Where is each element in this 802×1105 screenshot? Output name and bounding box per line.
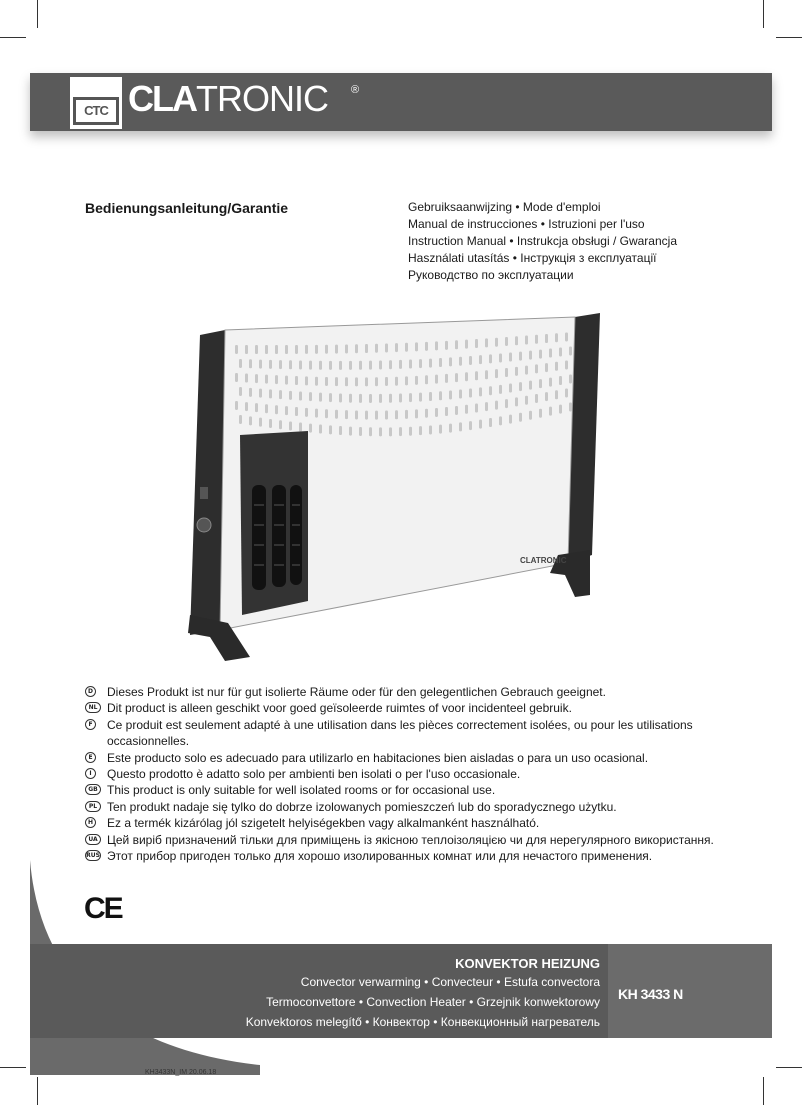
- vent-slot: [239, 387, 242, 396]
- registered-mark: ®: [351, 84, 360, 96]
- country-code-badge: NL: [85, 702, 101, 713]
- vent-slot: [355, 344, 358, 353]
- vent-slot: [305, 408, 308, 417]
- vent-slot: [349, 427, 352, 436]
- vent-slot: [269, 419, 272, 428]
- vent-slot: [385, 377, 388, 386]
- vent-slot: [389, 360, 392, 369]
- vent-slot: [455, 406, 458, 415]
- vent-slot: [335, 345, 338, 354]
- vent-slot: [375, 377, 378, 386]
- vent-slot: [329, 393, 332, 402]
- vent-slot: [399, 394, 402, 403]
- vent-slot: [349, 361, 352, 370]
- vent-slot: [375, 411, 378, 420]
- heater-illustration: [180, 305, 600, 675]
- vent-slot: [325, 409, 328, 418]
- crop-mark: [37, 0, 38, 28]
- vent-slot: [445, 341, 448, 350]
- language-line: Manual de instrucciones • Istruzioni per l'uso: [408, 217, 645, 231]
- vent-slot: [505, 368, 508, 377]
- vent-slot: [235, 345, 238, 354]
- vent-slot: [319, 361, 322, 370]
- vent-slot: [429, 425, 432, 434]
- vent-slot: [249, 416, 252, 425]
- vent-slot: [555, 333, 558, 342]
- clatronic-logo: [128, 78, 328, 120]
- vent-slot: [259, 418, 262, 427]
- footer-line: Convector verwarming • Convecteur • Estufa convectora: [300, 975, 600, 989]
- vent-slot: [315, 345, 318, 354]
- language-list: [408, 199, 677, 284]
- vent-slot: [469, 421, 472, 430]
- crop-mark: [763, 0, 764, 28]
- switch: [200, 487, 208, 499]
- notice-list: [85, 684, 725, 864]
- vent-slot: [515, 367, 518, 376]
- vent-slot: [529, 411, 532, 420]
- crop-mark: [776, 37, 802, 38]
- vent-slot: [335, 410, 338, 419]
- heater-logo: CLATRONIC: [520, 556, 567, 565]
- vent-slot: [469, 389, 472, 398]
- vent-slot: [459, 422, 462, 431]
- vent-slot: [439, 391, 442, 400]
- vent-slot: [325, 345, 328, 354]
- vent-slot: [275, 405, 278, 414]
- vent-slot: [565, 332, 568, 341]
- vent-slot: [415, 342, 418, 351]
- vent-slot: [285, 406, 288, 415]
- vent-slot: [369, 394, 372, 403]
- heater-left-panel: [190, 330, 225, 635]
- vent-slot: [345, 410, 348, 419]
- vent-slot: [309, 361, 312, 370]
- vent-slot: [415, 409, 418, 418]
- country-code-badge: F: [85, 719, 96, 730]
- vent-slot: [275, 345, 278, 354]
- vent-slot: [319, 425, 322, 434]
- vent-slot: [239, 359, 242, 368]
- vent-slot: [559, 376, 562, 385]
- country-code-badge: RUS: [86, 852, 100, 860]
- vent-slot: [355, 377, 358, 386]
- vent-slot: [529, 351, 532, 360]
- country-code-badge: H: [85, 817, 96, 828]
- country-code-badge: D: [85, 686, 96, 697]
- vent-slot: [419, 359, 422, 368]
- vent-slot: [275, 375, 278, 384]
- vent-slot: [489, 386, 492, 395]
- notice-text: Цей виріб призначений тільки для приміщень із якісною теплоізоляцією чи для нерегулярного використання.: [107, 832, 714, 847]
- vent-slot: [329, 361, 332, 370]
- vent-slot: [359, 427, 362, 436]
- country-code-badge: UA: [85, 834, 101, 845]
- vent-slot: [319, 393, 322, 402]
- vent-slot: [375, 344, 378, 353]
- fan-grille-slot: [252, 485, 266, 590]
- notice-text: Dieses Produkt ist nur für gut isolierte Räume oder für den gelegentlichen Gebrauch geeignet.: [107, 685, 606, 699]
- vent-slot: [315, 377, 318, 386]
- vent-slot: [339, 393, 342, 402]
- vent-slot: [549, 407, 552, 416]
- vent-slot: [535, 364, 538, 373]
- vent-slot: [345, 344, 348, 353]
- vent-slot: [385, 343, 388, 352]
- vent-slot: [455, 340, 458, 349]
- vent-slot: [335, 377, 338, 386]
- vent-slot: [545, 363, 548, 372]
- vent-slot: [539, 379, 542, 388]
- fan-grille-slot: [290, 485, 302, 585]
- vent-slot: [339, 361, 342, 370]
- vent-slot: [465, 405, 468, 414]
- vent-slot: [289, 360, 292, 369]
- vent-slot: [339, 426, 342, 435]
- vent-slot: [465, 340, 468, 349]
- vent-slot: [485, 370, 488, 379]
- vent-slot: [469, 356, 472, 365]
- vent-slot: [475, 404, 478, 413]
- vent-slot: [445, 407, 448, 416]
- vent-slot: [295, 345, 298, 354]
- vent-slot: [395, 377, 398, 386]
- vent-slot: [249, 388, 252, 397]
- print-code: KH3433N_IM 20.06.18: [145, 1069, 217, 1076]
- vent-slot: [429, 392, 432, 401]
- notice-item: [85, 815, 725, 831]
- vent-slot: [405, 376, 408, 385]
- vent-slot: [545, 392, 548, 401]
- vent-slot: [315, 409, 318, 418]
- vent-slot: [465, 372, 468, 381]
- vent-slot: [445, 374, 448, 383]
- vent-slot: [555, 362, 558, 371]
- vent-slot: [515, 397, 518, 406]
- vent-slot: [449, 357, 452, 366]
- vent-slot: [499, 416, 502, 425]
- notice-item: [85, 717, 725, 750]
- vent-slot: [409, 360, 412, 369]
- crop-mark: [776, 1067, 802, 1068]
- vent-slot: [505, 337, 508, 346]
- vent-slot: [559, 405, 562, 414]
- vent-slot: [509, 415, 512, 424]
- country-code-badge: I: [85, 768, 96, 779]
- ctc-logo: CTC: [73, 97, 119, 125]
- vent-slot: [345, 377, 348, 386]
- vent-slot: [439, 358, 442, 367]
- vent-slot: [265, 404, 268, 413]
- vent-slot: [565, 360, 568, 369]
- vent-slot: [409, 427, 412, 436]
- vent-slot: [235, 401, 238, 410]
- vent-slot: [435, 341, 438, 350]
- vent-slot: [255, 345, 258, 354]
- notice-item: [85, 766, 725, 782]
- notice-text: Ez a termék kizárólag jól szigetelt helyiségekben vagy alkalmanként használható.: [107, 816, 540, 831]
- vent-slot: [555, 390, 558, 399]
- vent-slot: [385, 411, 388, 420]
- vent-slot: [475, 339, 478, 348]
- vent-slot: [519, 413, 522, 422]
- vent-slot: [369, 361, 372, 370]
- footer-line: Termoconvettore • Convection Heater • Grzejnik konwektorowy: [266, 995, 600, 1009]
- language-line: Instruction Manual • Instrukcja obsługi / Gwarancja: [408, 234, 677, 248]
- notice-text: Dit product is alleen geschikt voor goed geïsoleerde ruimtes of voor incidenteel gebruik.: [107, 701, 572, 716]
- notice-text: Этот прибор пригоден только для хорошо изолированных комнат или для нечастого применения.: [107, 849, 653, 864]
- logo-bold-part: CLA: [128, 78, 196, 119]
- notice-item: [85, 832, 725, 848]
- notice-text: Ten produkt nadaje się tylko do dobrze izolowanych pomieszczeń lub do sporadycznego użytku.: [107, 799, 617, 814]
- vent-slot: [459, 357, 462, 366]
- vent-slot: [405, 410, 408, 419]
- vent-slot: [285, 376, 288, 385]
- vent-slot: [425, 409, 428, 418]
- notice-text: This product is only suitable for well isolated rooms or for occasional use.: [107, 783, 496, 798]
- vent-slot: [309, 424, 312, 433]
- crop-mark: [763, 1077, 764, 1105]
- notice-item: [85, 684, 725, 700]
- language-line: Gebruiksaanwijzing • Mode d'emploi: [408, 200, 601, 214]
- vent-slot: [495, 401, 498, 410]
- vent-slot: [365, 411, 368, 420]
- vent-slot: [489, 418, 492, 427]
- vent-slot: [485, 338, 488, 347]
- notice-text: Questo prodotto è adatto solo per ambienti ben isolati o per l'uso occasionale.: [107, 767, 521, 782]
- footer-line: Konvektoros melegítő • Конвектор • Конвекционный нагреватель: [245, 1015, 600, 1029]
- vent-slot: [495, 369, 498, 378]
- vent-slot: [539, 350, 542, 359]
- vent-slot: [279, 360, 282, 369]
- vent-slot: [569, 346, 572, 355]
- vent-slot: [525, 396, 528, 405]
- vent-slot: [549, 378, 552, 387]
- vent-slot: [259, 360, 262, 369]
- vent-slot: [249, 359, 252, 368]
- vent-slot: [299, 423, 302, 432]
- notice-item: [85, 750, 725, 766]
- notice-item: [85, 799, 725, 815]
- vent-slot: [355, 410, 358, 419]
- vent-slot: [535, 335, 538, 344]
- notice-item: [85, 700, 725, 716]
- language-line: Használati utasítás • Інструкція з експлуатації: [408, 251, 657, 265]
- vent-slot: [515, 336, 518, 345]
- vent-slot: [359, 361, 362, 370]
- vent-slot: [499, 353, 502, 362]
- vent-slot: [499, 385, 502, 394]
- vent-slot: [325, 377, 328, 386]
- vent-slot: [495, 338, 498, 347]
- vent-slot: [475, 371, 478, 380]
- vent-slot: [439, 425, 442, 434]
- vent-slot: [255, 403, 258, 412]
- vent-slot: [569, 402, 572, 411]
- vent-slot: [379, 360, 382, 369]
- vent-slot: [505, 399, 508, 408]
- vent-slot: [519, 382, 522, 391]
- vent-slot: [489, 354, 492, 363]
- vent-slot: [289, 421, 292, 430]
- country-code-badge: PL: [85, 801, 101, 812]
- vent-slot: [435, 408, 438, 417]
- vent-slot: [395, 410, 398, 419]
- vent-slot: [285, 345, 288, 354]
- vent-slot: [549, 349, 552, 358]
- vent-slot: [389, 394, 392, 403]
- logo-light-part: TRONIC: [196, 78, 328, 119]
- vent-slot: [255, 374, 258, 383]
- vent-slot: [539, 409, 542, 418]
- vent-slot: [329, 425, 332, 434]
- vent-slot: [485, 402, 488, 411]
- vent-slot: [235, 373, 238, 382]
- vent-slot: [245, 402, 248, 411]
- vent-slot: [259, 389, 262, 398]
- country-code-badge: GB: [85, 784, 101, 795]
- vent-slot: [309, 392, 312, 401]
- vent-slot: [429, 359, 432, 368]
- vent-slot: [559, 348, 562, 357]
- vent-slot: [349, 394, 352, 403]
- country-code-badge: E: [85, 752, 96, 763]
- vent-slot: [369, 427, 372, 436]
- vent-slot: [389, 427, 392, 436]
- vent-slot: [525, 366, 528, 375]
- vent-slot: [545, 334, 548, 343]
- vent-slot: [279, 390, 282, 399]
- language-line: Руководство по эксплуатации: [408, 268, 574, 282]
- vent-slot: [305, 376, 308, 385]
- vent-slot: [509, 353, 512, 362]
- vent-slot: [425, 342, 428, 351]
- vent-slot: [519, 352, 522, 361]
- vent-slot: [479, 420, 482, 429]
- vent-slot: [295, 407, 298, 416]
- vent-slot: [359, 394, 362, 403]
- vent-slot: [399, 360, 402, 369]
- vent-slot: [419, 426, 422, 435]
- fan-grille-slot: [272, 485, 286, 587]
- vent-slot: [365, 344, 368, 353]
- ce-mark: CE: [84, 892, 122, 925]
- vent-slot: [265, 345, 268, 354]
- vent-slot: [245, 374, 248, 383]
- vent-slot: [405, 343, 408, 352]
- vent-slot: [269, 389, 272, 398]
- vent-slot: [479, 387, 482, 396]
- vent-slot: [449, 390, 452, 399]
- page-title: Bedienungsanleitung/Garantie: [85, 200, 289, 216]
- vent-slot: [479, 355, 482, 364]
- notice-text: Ce produit est seulement adapté à une utilisation dans les pièces correctement isolées, ou pour les utilisations occasionnelles.: [107, 717, 693, 749]
- vent-slot: [399, 427, 402, 436]
- vent-slot: [565, 388, 568, 397]
- vent-slot: [535, 394, 538, 403]
- thermostat-knob: [197, 518, 211, 532]
- vent-slot: [269, 360, 272, 369]
- vent-slot: [295, 376, 298, 385]
- vent-slot: [265, 375, 268, 384]
- vent-slot: [415, 376, 418, 385]
- product-title: KONVEKTOR HEIZUNG: [455, 956, 600, 971]
- vent-slot: [455, 373, 458, 382]
- vent-slot: [305, 345, 308, 354]
- notice-text: Este producto solo es adecuado para utilizarlo en habitaciones bien aisladas o para un uso ocasional.: [107, 750, 649, 765]
- vent-slot: [289, 391, 292, 400]
- vent-slot: [245, 345, 248, 354]
- model-number: KH 3433 N: [618, 986, 683, 1002]
- vent-slot: [379, 427, 382, 436]
- notice-item: [85, 782, 725, 798]
- vent-slot: [529, 381, 532, 390]
- vent-slot: [299, 361, 302, 370]
- vent-slot: [509, 384, 512, 393]
- vent-slot: [379, 394, 382, 403]
- vent-slot: [435, 375, 438, 384]
- vent-slot: [239, 415, 242, 424]
- vent-slot: [525, 336, 528, 345]
- vent-slot: [365, 377, 368, 386]
- crop-mark: [0, 37, 26, 38]
- vent-slot: [569, 374, 572, 383]
- vent-slot: [419, 393, 422, 402]
- vent-slot: [425, 375, 428, 384]
- vent-slot: [409, 393, 412, 402]
- vent-slot: [449, 424, 452, 433]
- vent-slot: [279, 420, 282, 429]
- vent-slot: [459, 390, 462, 399]
- vent-slot: [299, 392, 302, 401]
- vent-slot: [395, 343, 398, 352]
